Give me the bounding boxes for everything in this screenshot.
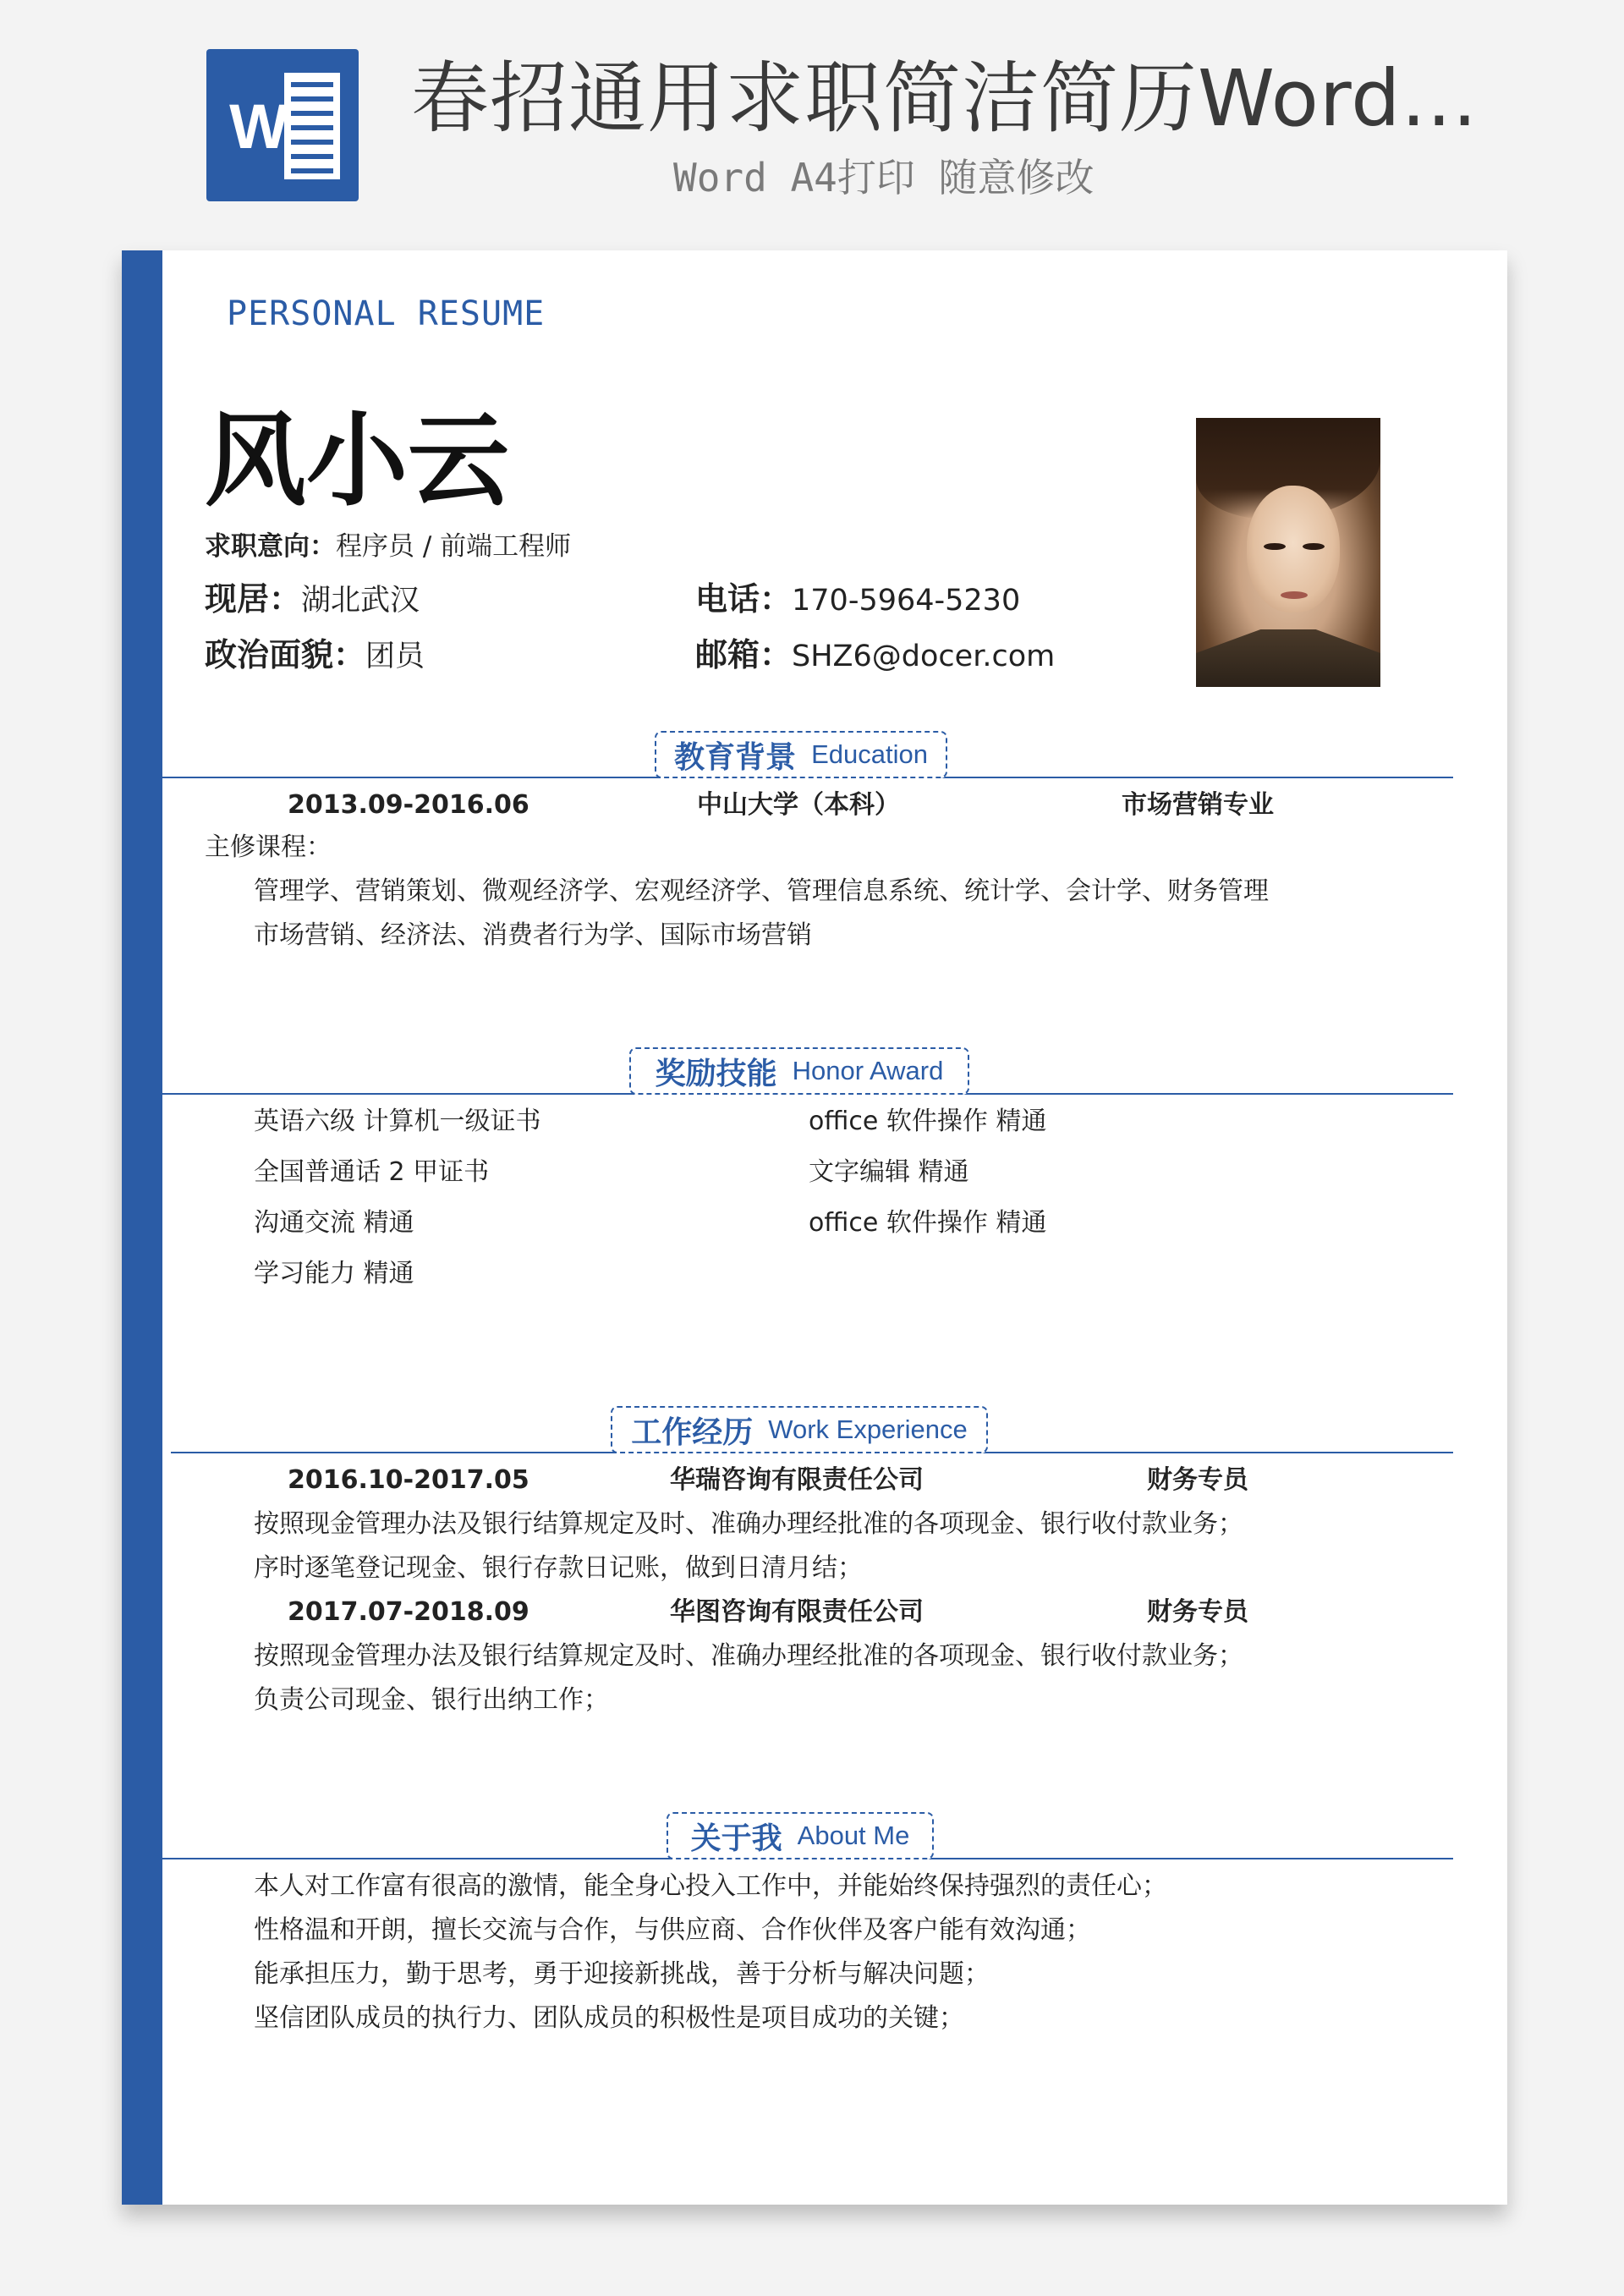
banner [0,0,1624,228]
education-school: 中山大学（本科） [697,790,900,820]
education-major: 市场营销专业 [1122,790,1274,820]
job-company: 华图咨询有限责任公司 [670,1597,924,1627]
job-duty: 负责公司现金、银行出纳工作； [254,1685,609,1715]
banner-title: 春招通用求职简洁简历Word... [411,53,1479,144]
honor-header [629,1047,969,1095]
phone-field [695,582,1020,618]
work-header [611,1406,988,1453]
residence-value: 湖北武汉 [301,584,420,618]
education-title: 教育背景 [674,739,797,775]
phone-value: 170-5964-5230 [792,584,1021,618]
honor-left-item: 全国普通话 2 甲证书 [254,1157,490,1187]
sidebar-accent [122,250,162,2205]
objective-field [205,530,571,563]
politics-field [205,638,425,673]
job-company: 华瑞咨询有限责任公司 [670,1465,924,1495]
about-line: 本人对工作富有很高的激情，能全身心投入工作中，并能始终保持强烈的责任心； [254,1871,1167,1901]
job-duty: 序时逐笔登记现金、银行存款日记账，做到日清月结； [254,1553,863,1583]
work-title-en: Work Experience [768,1414,968,1444]
job-position: 财务专员 [1147,1465,1248,1495]
resume-page [122,250,1507,2205]
phone-label: 电话： [695,580,793,618]
about-title: 关于我 [690,1821,782,1856]
honor-right-item: 文字编辑 精通 [809,1157,969,1187]
job-period: 2016.10-2017.05 [288,1465,529,1495]
about-line: 坚信团队成员的执行力、团队成员的积极性是项目成功的关键； [254,2003,964,2033]
honor-right-item: office 软件操作 精通 [809,1107,1047,1136]
residence-field [205,582,420,618]
word-app-icon [206,49,359,201]
objective-label: 求职意向： [205,531,336,562]
about-title-en: About Me [797,1821,910,1850]
honor-left-item: 学习能力 精通 [254,1259,414,1288]
honor-left-item: 英语六级 计算机一级证书 [254,1107,541,1136]
politics-label: 政治面貌： [205,636,366,673]
applicant-name: 风小云 [205,403,509,520]
courses-line-1: 管理学、营销策划、微观经济学、宏观经济学、管理信息系统、统计学、会计学、财务管理 [254,876,1269,906]
job-period: 2017.07-2018.09 [288,1597,529,1627]
objective-value: 程序员 / 前端工程师 [336,531,572,562]
email-value: SHZ6@docer.com [792,640,1056,673]
courses-label: 主修课程： [205,832,332,862]
job-duty: 按照现金管理办法及银行结算规定及时、准确办理经批准的各项现金、银行收付款业务； [254,1509,1243,1539]
banner-subtitle: Word A4打印 随意修改 [673,155,1095,200]
word-letter: W [229,91,288,162]
profile-photo [1196,418,1380,687]
job-position: 财务专员 [1147,1597,1248,1627]
honor-left-item: 沟通交流 精通 [254,1208,414,1238]
email-label: 邮箱： [695,636,793,673]
work-title: 工作经历 [631,1414,754,1450]
about-line: 性格温和开朗，擅长交流与合作，与供应商、合作伙伴及客户能有效沟通； [254,1915,1091,1945]
residence-label: 现居： [205,580,302,618]
courses-line-2: 市场营销、经济法、消费者行为学、国际市场营销 [254,920,812,950]
honor-title-en: Honor Award [792,1056,944,1085]
politics-value: 团员 [365,640,425,673]
job-duty: 按照现金管理办法及银行结算规定及时、准确办理经批准的各项现金、银行收付款业务； [254,1641,1243,1671]
about-header [667,1812,934,1859]
resume-label: PERSONAL RESUME [227,294,546,333]
education-header [655,731,947,778]
email-field [695,638,1055,673]
honor-right-item: office 软件操作 精通 [809,1208,1047,1238]
education-period: 2013.09-2016.06 [288,790,529,820]
honor-title: 奖励技能 [655,1056,777,1091]
education-title-en: Education [811,739,928,769]
about-line: 能承担压力，勤于思考，勇于迎接新挑战，善于分析与解决问题； [254,1959,990,1989]
